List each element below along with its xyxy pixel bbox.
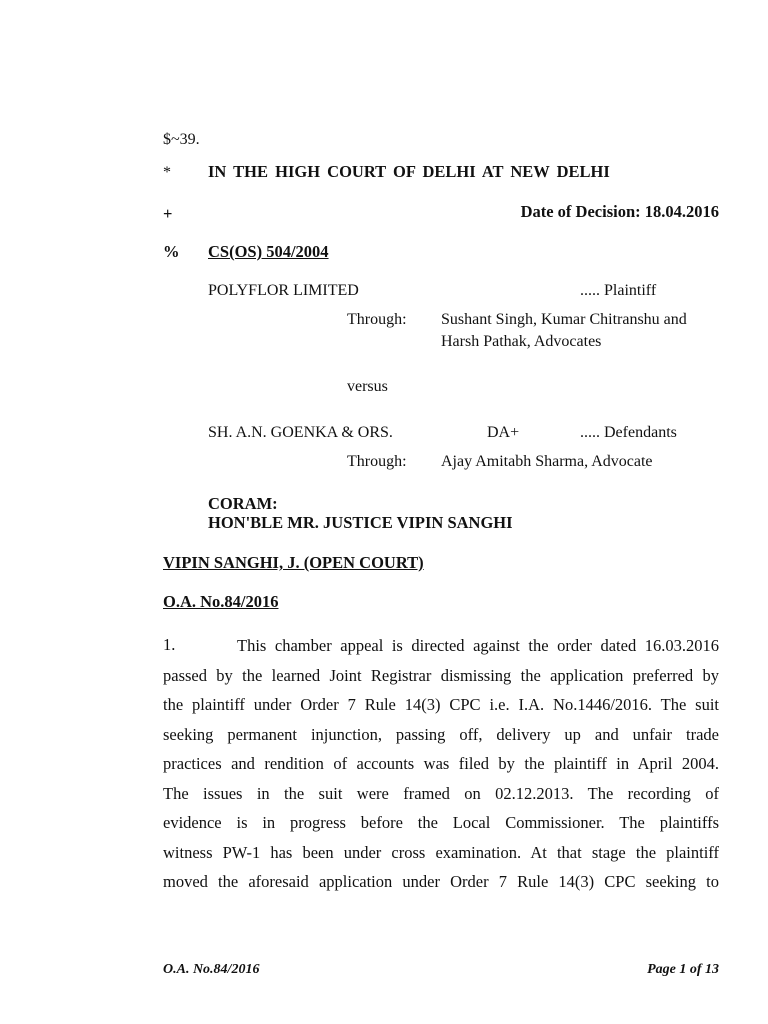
coram-judge: HON'BLE MR. JUSTICE VIPIN SANGHI xyxy=(208,513,513,532)
footer-case-ref: O.A. No.84/2016 xyxy=(163,962,260,977)
percent-mark: % xyxy=(163,242,180,261)
plaintiff-name: POLYFLOR LIMITED xyxy=(208,282,359,299)
plaintiff-counsel-line1: Sushant Singh, Kumar Chitranshu and xyxy=(441,311,687,328)
paragraph-line: witness PW-1 has been under cross examination. At that stage the plaintiff xyxy=(163,842,719,862)
star-mark: * xyxy=(163,164,171,181)
court-title: IN THE HIGH COURT OF DELHI AT NEW DELHI xyxy=(208,162,610,181)
paragraph-number: 1. xyxy=(163,635,176,654)
plaintiff-through-label: Through: xyxy=(347,311,407,328)
defendant-role: ..... Defendants xyxy=(580,424,677,441)
coram-label: CORAM: xyxy=(208,494,278,513)
defendant-through-label: Through: xyxy=(347,453,407,470)
defendant-mark: DA+ xyxy=(487,424,520,441)
plus-mark: + xyxy=(163,204,173,223)
versus-text: versus xyxy=(347,378,388,395)
judgment-author-heading: VIPIN SANGHI, J. (OPEN COURT) xyxy=(163,553,424,572)
paragraph-line: evidence is in progress before the Local Commissioner. The plaintiffs xyxy=(163,813,719,832)
decision-date: Date of Decision: 18.04.2016 xyxy=(520,202,719,221)
paragraph-line: This chamber appeal is directed against the order dated 16.03.2016 xyxy=(237,636,719,655)
paragraph-line: practices and rendition of accounts was filed by the plaintiff in April 2004. xyxy=(163,754,719,773)
defendant-counsel: Ajay Amitabh Sharma, Advocate xyxy=(441,453,653,470)
paragraph-line: the plaintiff under Order 7 Rule 14(3) CPC i.e. I.A. No.1446/2016. The suit xyxy=(163,695,719,714)
application-heading: O.A. No.84/2016 xyxy=(163,592,279,611)
defendant-name: SH. A.N. GOENKA & ORS. xyxy=(208,424,393,441)
footer-page-number: Page 1 of 13 xyxy=(647,962,719,977)
plaintiff-counsel-line2: Harsh Pathak, Advocates xyxy=(441,333,602,350)
paragraph-line: moved the aforesaid application under Order 7 Rule 14(3) CPC seeking to xyxy=(163,872,719,891)
plaintiff-role: ..... Plaintiff xyxy=(580,282,657,299)
case-code: $~39. xyxy=(163,131,200,148)
case-number: CS(OS) 504/2004 xyxy=(208,242,329,261)
paragraph-line: seeking permanent injunction, passing off, delivery up and unfair trade xyxy=(163,724,719,744)
paragraph-line: The issues in the suit were framed on 02.12.2013. The recording of xyxy=(163,783,719,803)
paragraph-line: passed by the learned Joint Registrar dismissing the application preferred by xyxy=(163,665,719,685)
